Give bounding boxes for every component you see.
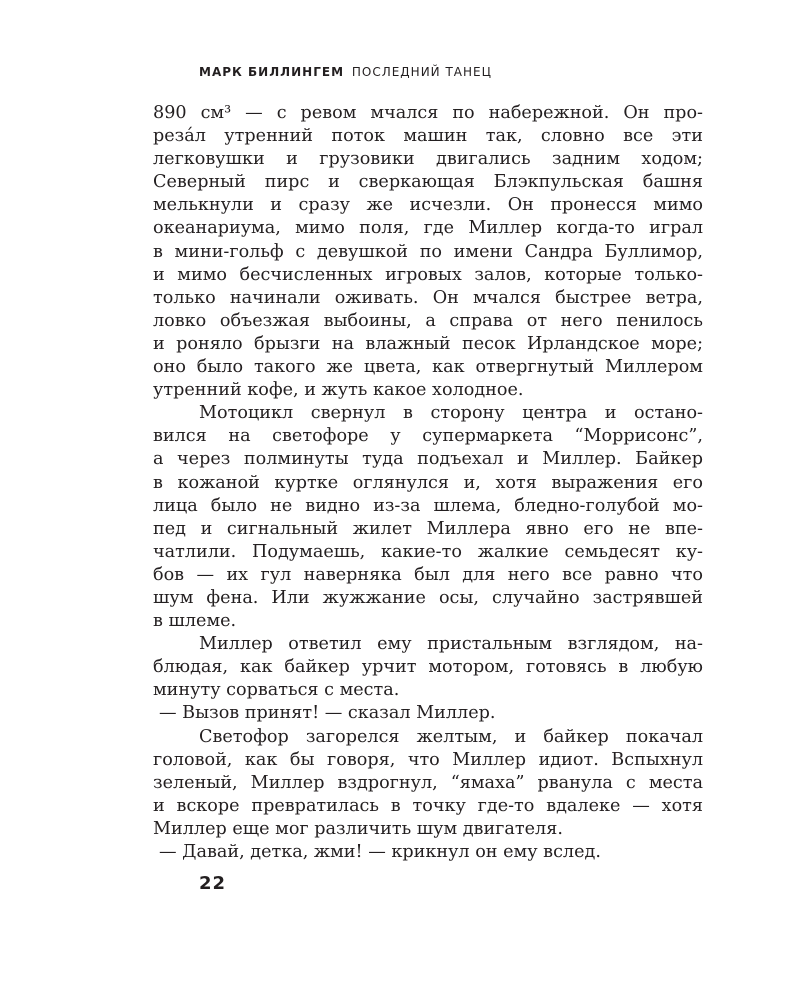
text-line: легковушки и грузовики двигались задним ходом; <box>153 149 703 170</box>
text-line: вился на светофоре у супермаркета “Моррисонс”, <box>153 426 703 447</box>
running-header <box>199 65 492 79</box>
text-line: головой, как бы говоря, что Миллер идиот. Вспыхнул <box>153 749 703 770</box>
text-line: Светофор загорелся желтым, и байкер покачал <box>199 726 703 747</box>
text-line: пед и сигнальный жилет Миллера явно его не впе- <box>153 518 703 539</box>
text-line: Мотоцикл свернул в сторону центра и остано- <box>199 403 703 424</box>
text-line: чатлили. Подумаешь, какие-то жалкие семьдесят ку- <box>153 541 703 562</box>
text-line: блюдая, как байкер урчит мотором, готовясь в любую <box>153 657 703 678</box>
body-text <box>153 102 703 864</box>
text-line: и мимо бесчисленных игровых залов, которые только- <box>153 264 703 285</box>
text-line: в кожаной куртке оглянулся и, хотя выражения его <box>153 472 703 493</box>
text-line: Миллер ответил ему пристальным взглядом, на- <box>199 634 703 655</box>
text-line: ловко объезжая выбоины, а справа от него пенилось <box>153 310 703 331</box>
text-line: бов — их гул наверняка был для него все равно что <box>153 564 703 585</box>
text-line: зеленый, Миллер вздрогнул, “ямаха” рванула с места <box>153 772 703 793</box>
text-line: оно было такого же цвета, как отвергнутый Миллером <box>153 357 703 378</box>
page-number: 22 <box>199 873 227 894</box>
header-author: МАРК БИЛЛИНГЕМ <box>199 65 345 79</box>
text-line: мелькнули и сразу же исчезли. Он пронесся мимо <box>153 195 703 216</box>
header-book-title: ПОСЛЕДНИЙ ТАНЕЦ <box>351 65 492 79</box>
text-line: Миллер еще мог различить шум двигателя. <box>153 818 563 839</box>
text-line: океанариума, мимо поля, где Миллер когда-то играл <box>153 218 703 239</box>
text-line: резáл утренний поток машин так, словно все эти <box>153 126 703 147</box>
text-line: утренний кофе, и жуть какое холодное. <box>153 380 524 401</box>
text-line: шум фена. Или жужжание осы, случайно застрявшей <box>153 587 703 608</box>
text-line: в шлеме. <box>153 611 237 632</box>
text-line: а через полминуты туда подъехал и Миллер. Байкер <box>153 449 703 470</box>
text-line: и вскоре превратилась в точку где-то вдалеке — хотя <box>153 795 703 816</box>
text-line: 890 см³ — с ревом мчался по набережной. Он про- <box>153 103 703 123</box>
text-line: только начинали оживать. Он мчался быстрее ветра, <box>153 287 703 308</box>
text-line: лица было не видно из-за шлема, бледно-голубой мо- <box>153 495 703 516</box>
text-line: и роняло брызги на влажный песок Ирландское море; <box>153 333 703 354</box>
text-line: — Давай, детка, жми! — крикнул он ему вслед. <box>159 842 601 862</box>
text-line: в мини-гольф с девушкой по имени Сандра Буллимор, <box>153 241 703 262</box>
text-line: минуту сорваться с места. <box>153 680 400 701</box>
text-line: — Вызов принят! — сказал Миллер. <box>159 703 496 724</box>
text-line: Северный пирс и сверкающая Блэкпульская башня <box>153 172 703 193</box>
